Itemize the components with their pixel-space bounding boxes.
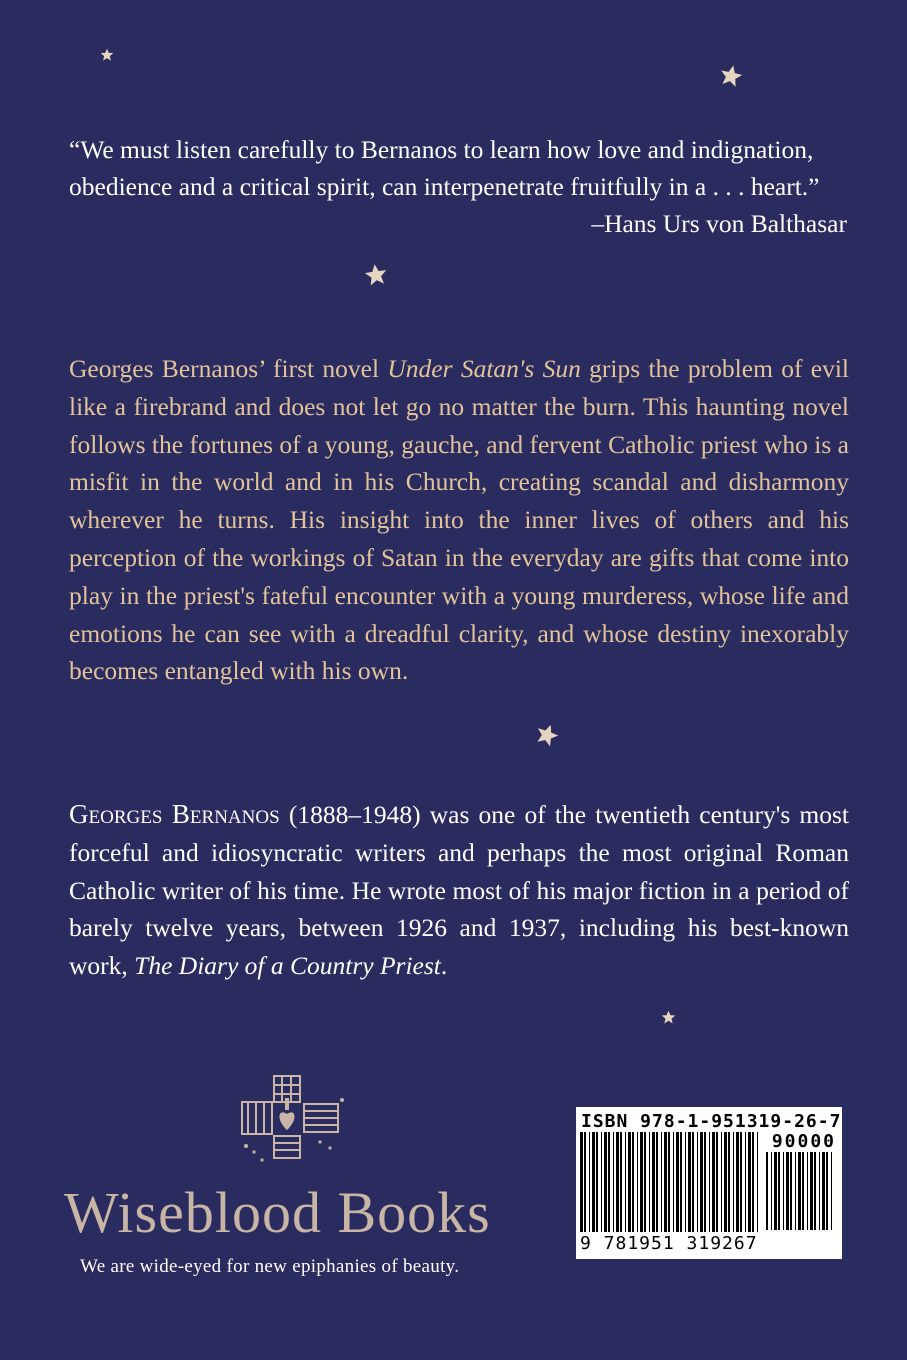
- barcode-bar: [709, 1132, 710, 1232]
- barcode-bar: [783, 1152, 784, 1230]
- barcode-bar: [810, 1152, 813, 1230]
- barcode-bar: [673, 1132, 674, 1232]
- barcode-bar: [822, 1152, 825, 1230]
- author-name: Georges Bernanos: [69, 799, 280, 829]
- book-description: [69, 350, 849, 690]
- star-icon: [364, 263, 388, 287]
- author-bio: [69, 796, 849, 985]
- star-icon: [719, 64, 743, 88]
- barcode-bar: [712, 1132, 715, 1232]
- barcode-bar: [584, 1132, 586, 1232]
- barcode-bar: [620, 1132, 622, 1232]
- barcode-bar: [774, 1152, 777, 1230]
- barcode-bar: [664, 1132, 667, 1232]
- price-code: 90000: [771, 1131, 836, 1152]
- isbn-label: ISBN 978-1-951319-26-7: [581, 1111, 842, 1132]
- barcode-bar: [676, 1132, 679, 1232]
- barcode-bar: [601, 1132, 602, 1232]
- barcode-bar: [700, 1132, 703, 1232]
- barcode-bar: [771, 1152, 772, 1230]
- barcode-bar: [680, 1132, 682, 1232]
- barcode-bar: [625, 1132, 626, 1232]
- barcode-bar: [640, 1132, 643, 1232]
- barcode-bar: [716, 1132, 718, 1232]
- barcode-bars: [580, 1132, 760, 1237]
- barcode-bar: [580, 1132, 583, 1232]
- barcode-number: 9 781951 319267: [580, 1233, 758, 1254]
- barcode-bar: [613, 1132, 614, 1232]
- barcode-bar: [685, 1132, 686, 1232]
- barcode-bar: [745, 1132, 746, 1232]
- barcode-bar: [704, 1132, 706, 1232]
- barcode-bar: [721, 1132, 722, 1232]
- barcode-bar: [802, 1152, 804, 1230]
- barcode-bar: [589, 1132, 590, 1232]
- publisher-logo-icon: [234, 1072, 349, 1172]
- quote-line: obedience and a critical spirit, can interpenetrate fruitfully in a . . . heart.”: [69, 172, 820, 201]
- barcode-bar: [637, 1132, 638, 1232]
- barcode-bar: [724, 1132, 727, 1232]
- star-icon: [535, 723, 559, 747]
- star-icon: [100, 48, 114, 62]
- barcode-bar: [697, 1132, 698, 1232]
- isbn-barcode: [576, 1107, 842, 1259]
- barcode-bar: [831, 1152, 832, 1230]
- barcode-bar: [596, 1132, 598, 1232]
- barcode-bar: [807, 1152, 808, 1230]
- barcode-bar: [632, 1132, 634, 1232]
- barcode-bar: [616, 1132, 619, 1232]
- barcode-bar: [728, 1132, 730, 1232]
- barcode-bar: [628, 1132, 631, 1232]
- barcode-bar: [798, 1152, 801, 1230]
- barcode-bar: [656, 1132, 658, 1232]
- barcode-bar: [826, 1152, 828, 1230]
- barcode-bar: [652, 1132, 655, 1232]
- barcode-bar: [688, 1132, 691, 1232]
- barcode-bar: [814, 1152, 816, 1230]
- barcode-bar: [592, 1132, 595, 1232]
- barcode-bar: [748, 1132, 751, 1232]
- barcode-bar: [733, 1132, 734, 1232]
- publisher-tagline: We are wide-eyed for new epiphanies of beauty.: [80, 1256, 460, 1277]
- barcode-bar: [790, 1152, 792, 1230]
- book-title: Under Satan's Sun: [387, 354, 581, 383]
- work-title: The Diary of a Country Priest: [134, 951, 441, 981]
- quote-line: “We must listen carefully to Bernanos to learn how love and indignation,: [69, 135, 814, 164]
- barcode-bar: [752, 1132, 754, 1232]
- barcode-bar: [644, 1132, 646, 1232]
- bio-text: (1888–1948) was one of the twentieth century's most forceful and idiosyncratic writers and perhaps the most original Roman Catholic writer of his time. He wrote most of his major fiction in a period of barely twelve years, between 1926 and 1937, including his best-known work,: [69, 800, 849, 981]
- barcode-addon-bars: [766, 1152, 836, 1232]
- endorsement-quote: [69, 131, 851, 242]
- publisher-name: Wiseblood Books: [64, 1180, 491, 1245]
- barcode-bar: [692, 1132, 694, 1232]
- barcode-bar: [786, 1152, 789, 1230]
- barcode-bar: [778, 1152, 780, 1230]
- barcode-bar: [608, 1132, 610, 1232]
- barcode-bar: [766, 1152, 768, 1230]
- barcode-bar: [736, 1132, 739, 1232]
- quote-attribution: –Hans Urs von Balthasar: [591, 209, 847, 238]
- star-icon: [661, 1010, 676, 1025]
- barcode-bar: [604, 1132, 607, 1232]
- bio-end: .: [440, 951, 448, 981]
- barcode-bar: [661, 1132, 662, 1232]
- barcode-bar: [649, 1132, 650, 1232]
- blurb-text: grips the problem of evil like a firebrand and does not let go no matter the burn. This haunting novel follows the fortunes of a young, gauche, and fervent Catholic priest who is a misfit in the world and in his Church, creating scandal and disharmony wherever he turns. His insight into the inner lives of others and his perception of the workings of Satan in the everyday are gifts that come into play in the priest's fateful encounter with a young murderess, whose life and emotions he can see with a dreadful clarity, and whose destiny inexorably becomes entangled with his own.: [69, 354, 849, 686]
- blurb-text: Georges Bernanos’ first novel: [69, 354, 388, 383]
- barcode-bar: [740, 1132, 742, 1232]
- barcode-bar: [668, 1132, 670, 1232]
- barcode-bar: [795, 1152, 796, 1230]
- barcode-bar: [757, 1132, 758, 1232]
- barcode-bar: [819, 1152, 820, 1230]
